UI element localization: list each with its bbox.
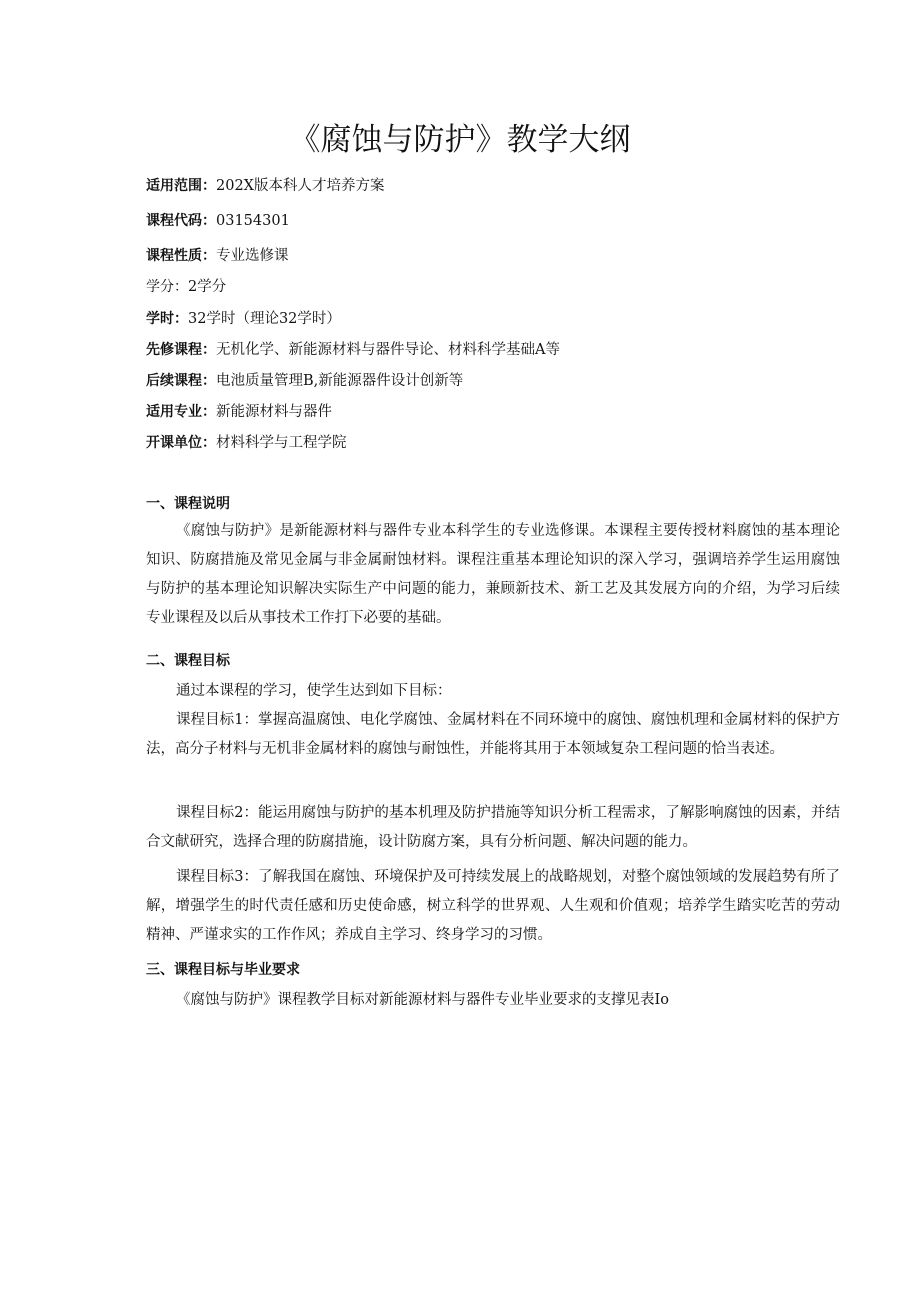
course-goals-intro: 通过本课程的学习，使学生达到如下目标： <box>176 683 452 699</box>
meta-prerequisites-value: 无机化学、新能源材料与器件导论、材料科学基础A等 <box>216 342 560 358</box>
section-body-course-description: 《腐蚀与防护》是新能源材料与器件专业本科学生的专业选修课。本课程主要传授材料腐蚀的基本理论知识、防腐措施及常见金属与非金属耐蚀材料。课程注重基本理论知识的深入学习，强调培养学生运用腐蚀与防护的基本理论知识解决实际生产中问题的能力，兼顾新技术、新工艺及其发展方向的介绍，为学习后续专业课程及以后从事技术工作打下必要的基础。 <box>146 523 840 626</box>
meta-scope-value: 202X版本科人才培养方案 <box>216 178 385 194</box>
meta-course-nature <box>146 246 846 266</box>
meta-course-code-label: 课程代码： <box>146 213 216 229</box>
meta-hours-label: 学时： <box>146 311 188 327</box>
meta-prerequisites <box>146 340 846 360</box>
page-title: 《腐蚀与防护》教学大纲 <box>289 122 631 158</box>
meta-follow-up <box>146 371 846 391</box>
meta-hours <box>146 309 846 329</box>
meta-hours-value: 32学时（理论32学时） <box>188 311 341 327</box>
meta-credits-value: 2学分 <box>188 279 227 295</box>
meta-scope-label: 适用范围： <box>146 178 216 194</box>
meta-department-label: 开课单位： <box>146 435 216 451</box>
meta-major-label: 适用专业： <box>146 404 216 420</box>
section-body-goals-and-requirements: 《腐蚀与防护》课程教学目标对新能源材料与器件专业毕业要求的支撑见表Io <box>176 992 669 1008</box>
course-goal-3: 课程目标3：了解我国在腐蚀、环境保护及可持续发展上的战略规划，对整个腐蚀领域的发展趋势有所了解，增强学生的时代责任感和历史使命感，树立科学的世界观、人生观和价值观；培养学生踏实吃苦的劳动精神、严谨求实的工作作风；养成自主学习、终身学习的习惯。 <box>146 869 840 943</box>
meta-follow-up-label: 后续课程： <box>146 373 216 389</box>
section-heading-course-goals: 二、课程目标 <box>146 653 230 669</box>
meta-course-nature-value: 专业选修课 <box>216 248 289 264</box>
meta-course-nature-label: 课程性质： <box>146 248 216 264</box>
meta-credits-label: 学分： <box>146 279 188 295</box>
course-goal-2: 课程目标2：能运用腐蚀与防护的基本机理及防护措施等知识分析工程需求，了解影响腐蚀的因素，并结合文献研究，选择合理的防腐措施，设计防腐方案，具有分析问题、解决问题的能力。 <box>146 805 840 850</box>
meta-course-code-value: 03154301 <box>216 213 290 229</box>
meta-credits <box>146 277 846 297</box>
section-heading-goals-and-requirements: 三、课程目标与毕业要求 <box>146 962 300 978</box>
section-heading-course-description: 一、课程说明 <box>146 496 230 512</box>
meta-department <box>146 433 846 453</box>
course-goal-1: 课程目标1：掌握高温腐蚀、电化学腐蚀、金属材料在不同环境中的腐蚀、腐蚀机理和金属材料的保护方法，高分子材料与无机非金属材料的腐蚀与耐蚀性，并能将其用于本领域复杂工程问题的恰当表述。 <box>146 712 840 757</box>
meta-major-value: 新能源材料与器件 <box>216 404 332 420</box>
meta-scope <box>146 176 846 196</box>
meta-department-value: 材料科学与工程学院 <box>216 435 347 451</box>
meta-follow-up-value: 电池质量管理B,新能源器件设计创新等 <box>216 373 464 389</box>
meta-course-code <box>146 211 846 231</box>
meta-major <box>146 402 846 422</box>
meta-prerequisites-label: 先修课程： <box>146 342 216 358</box>
